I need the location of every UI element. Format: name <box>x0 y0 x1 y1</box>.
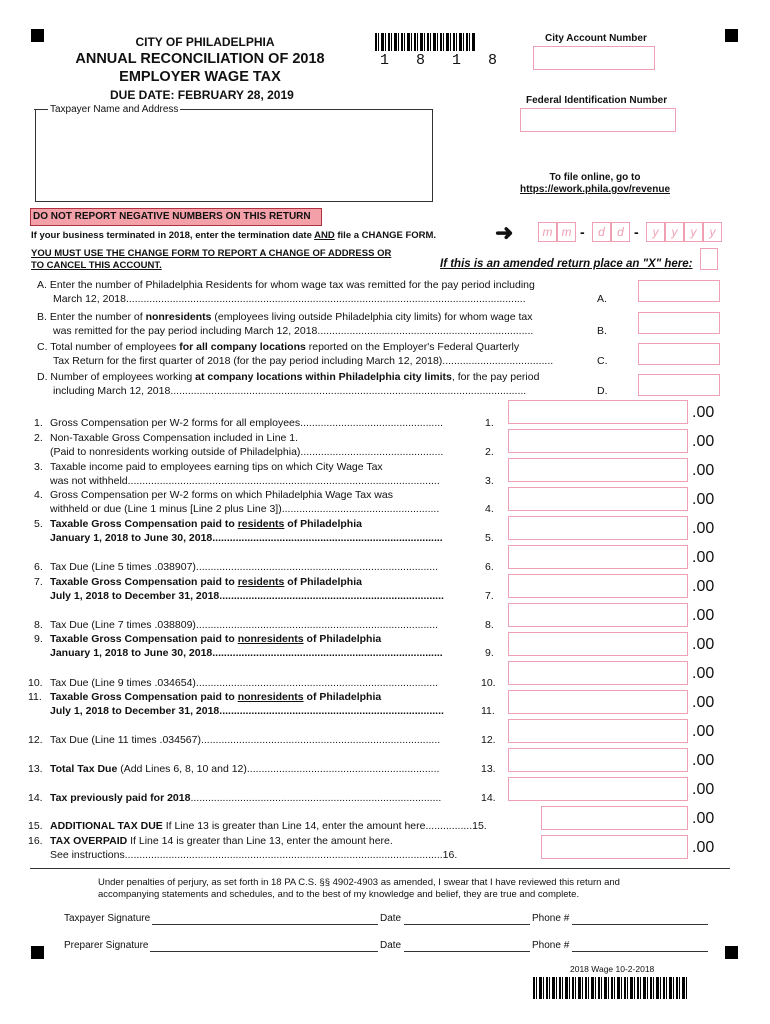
line-5-num: 5. <box>34 518 43 530</box>
federal-id-label: Federal Identification Number <box>526 95 668 106</box>
form-title-line2: EMPLOYER WAGE TAX <box>119 69 281 85</box>
termination-month-box-1[interactable] <box>538 222 557 242</box>
line-9-text-a: Taxable Gross Compensation paid to nonresidents of Philadelphia <box>50 633 382 645</box>
year-y4: y <box>709 225 716 239</box>
line-5-text-b-content: January 1, 2018 to June 30, 2018............................................................................... <box>50 532 443 544</box>
line-b-b: nonresidents <box>145 311 212 323</box>
line-15-rest: If Line 13 is greater than Line 14, enter the amount here................15. <box>162 820 487 832</box>
line-13-label: 13. <box>481 763 496 775</box>
line-9-nonresidents: nonresidents <box>237 633 304 645</box>
line-5-residents: residents <box>237 518 285 530</box>
line-16-num: 16. <box>28 835 43 847</box>
preparer-date-field[interactable] <box>404 951 530 952</box>
line-15-bold: ADDITIONAL TAX DUE <box>50 820 163 832</box>
line-15-cents: .00 <box>692 810 715 827</box>
taxpayer-signature-field[interactable] <box>152 924 378 925</box>
line-d-b: at company locations within Philadelphia city limits <box>195 371 452 383</box>
line-14-num: 14. <box>28 792 43 804</box>
line-7-cents: .00 <box>692 578 715 595</box>
line-6-text <box>50 560 474 574</box>
line-13-bold: Total Tax Due <box>50 763 118 775</box>
line-10-text <box>50 676 474 690</box>
line-13-cents: .00 <box>692 752 715 769</box>
termination-year-box-2[interactable] <box>665 222 684 242</box>
line-11-cents: .00 <box>692 694 715 711</box>
line-16-rest: If Line 14 is greater than Line 13, enter the amount here. <box>127 835 393 847</box>
line-4-label: 4. <box>485 503 494 515</box>
line-7-amount-field[interactable] <box>508 574 688 598</box>
city-account-label: City Account Number <box>545 33 647 44</box>
termination-year-box-1[interactable] <box>646 222 665 242</box>
preparer-phone-label: Phone # <box>532 940 570 951</box>
line-2-label: 2. <box>485 446 494 458</box>
line-8-label: 8. <box>485 619 494 631</box>
penalty-text-1: Under penalties of perjury, as set forth in 18 PA C.S. §§ 4902-4903 as amended, I swear that I have reviewed this return and <box>98 877 620 888</box>
line-9-text-b-content: January 1, 2018 to June 30, 2018............................................................................... <box>50 647 443 659</box>
line-14-bold: Tax previously paid for 2018 <box>50 792 191 804</box>
line-d-c: , for the pay period <box>451 371 540 383</box>
line-5-amount-field[interactable] <box>508 516 688 540</box>
line-11-label: 11. <box>481 705 495 717</box>
form-barcode-top <box>375 33 475 51</box>
preparer-signature-field[interactable] <box>150 951 378 952</box>
change-form-notice-2: TO CANCEL THIS ACCOUNT. <box>31 260 162 271</box>
line-c-a: C. Total number of employees <box>37 341 180 353</box>
line-2-text-a: Non-Taxable Gross Compensation included in Line 1. <box>50 432 299 444</box>
line-14-amount-field[interactable] <box>508 777 688 801</box>
line-13-amount-field[interactable] <box>508 748 688 772</box>
line-4-text-a: Gross Compensation per W-2 forms on which Philadelphia Wage Tax was <box>50 489 393 501</box>
line-c-field[interactable] <box>638 343 720 365</box>
line-6-label: 6. <box>485 561 494 573</box>
line-13-text: Total Tax Due (Add Lines 6, 8, 10 and 12).................................................................. <box>50 763 440 775</box>
file-online-link[interactable]: https://ework.phila.gov/revenue <box>519 184 671 195</box>
termination-notice-and: AND <box>314 230 335 241</box>
line-a-text-1: A. Enter the number of Philadelphia Residents for whom wage tax was remitted for the pay period including <box>37 279 535 291</box>
line-2-amount-field[interactable] <box>508 429 688 453</box>
form-barcode-bottom <box>533 977 688 999</box>
line-15-text <box>50 819 487 833</box>
line-11-nonresidents: nonresidents <box>237 691 304 703</box>
termination-year-box-3[interactable] <box>684 222 703 242</box>
line-2-num: 2. <box>34 432 43 444</box>
line-a-text-2 <box>53 292 608 306</box>
form-code: 1 8 1 8 <box>380 52 507 69</box>
line-5-text-b <box>50 531 474 545</box>
line-7-text-b-content: July 1, 2018 to December 31, 2018............................................................................. <box>50 590 444 602</box>
line-6-amount-field[interactable] <box>508 545 688 569</box>
date-dash-2: - <box>634 224 639 240</box>
line-c-text-2-content: Tax Return for the first quarter of 2018 (for the pay period including March 12, 2018)...................................... <box>53 355 554 367</box>
date-dash-1: - <box>580 224 585 240</box>
line-11-amount-field[interactable] <box>508 690 688 714</box>
line-c-text-2 <box>53 354 593 368</box>
arrow-right-icon: ➜ <box>495 220 514 245</box>
line-11-num: 11. <box>28 691 42 703</box>
taxpayer-name-address-box[interactable] <box>35 109 433 202</box>
line-1-num: 1. <box>34 417 43 429</box>
line-7-num: 7. <box>34 576 43 588</box>
line-2-cents: .00 <box>692 433 715 450</box>
line-5-label: 5. <box>485 532 494 544</box>
line-a-label: A. <box>597 293 607 305</box>
line-d-a: D. Number of employees working <box>37 371 196 383</box>
file-online-label: To file online, go to <box>549 172 641 183</box>
termination-year-box-4[interactable] <box>703 222 722 242</box>
line-13-num: 13. <box>28 763 43 775</box>
line-3-label: 3. <box>485 475 494 487</box>
line-a-field[interactable] <box>638 280 720 302</box>
line-11-text-a: Taxable Gross Compensation paid to nonresidents of Philadelphia <box>50 691 382 703</box>
line-8-num: 8. <box>34 619 43 631</box>
line-12-cents: .00 <box>692 723 715 740</box>
registration-mark-top-left <box>31 29 44 42</box>
change-form-notice-1: YOU MUST USE THE CHANGE FORM TO REPORT A CHANGE OF ADDRESS OR <box>31 248 392 259</box>
line-7-label: 7. <box>485 590 494 602</box>
line-c-c: reported on the Employer's Federal Quarterly <box>305 341 520 353</box>
line-d-text-2-content: including March 12, 2018.......................................................................................................................... <box>53 385 527 397</box>
taxpayer-name-label: Taxpayer Name and Address <box>50 104 179 115</box>
line-8-text <box>50 618 474 632</box>
line-10-label: 10. <box>481 677 496 689</box>
line-10-amount-field[interactable] <box>508 661 688 685</box>
due-date: DUE DATE: FEBRUARY 28, 2019 <box>110 88 294 102</box>
line-7-text-a: Taxable Gross Compensation paid to residents of Philadelphia <box>50 576 362 588</box>
line-b-text-2-content: was remitted for the pay period including March 12, 2018.......................................................................... <box>53 325 534 337</box>
line-8-cents: .00 <box>692 607 715 624</box>
year-y3: y <box>690 225 697 239</box>
city-account-number-field[interactable] <box>533 46 655 70</box>
line-12-amount-field[interactable] <box>508 719 688 743</box>
line-3-text-a: Taxable income paid to employees earning tips on which City Wage Tax <box>50 461 383 473</box>
form-version: 2018 Wage 10-2-2018 <box>570 964 655 974</box>
line-12-text-content: Tax Due (Line 11 times .034567).................................................................................. <box>50 734 441 746</box>
line-d-text-1 <box>37 370 539 384</box>
line-3-cents: .00 <box>692 462 715 479</box>
termination-notice <box>31 230 436 241</box>
line-d-field[interactable] <box>638 374 720 396</box>
line-8-text-content: Tax Due (Line 7 times .038809)................................................................................... <box>50 619 439 631</box>
line-1-text-content: Gross Compensation per W-2 forms for all employees................................................. <box>50 417 444 429</box>
registration-mark-bottom-right <box>725 946 738 959</box>
line-1-amount-field[interactable] <box>508 400 688 424</box>
line-4-text-b <box>50 502 474 516</box>
line-b-field[interactable] <box>638 312 720 334</box>
federal-id-field[interactable] <box>520 108 676 132</box>
line-2-text-b-content: (Paid to nonresidents working outside of Philadelphia)................................................. <box>50 446 444 458</box>
line-14-text: Tax previously paid for 2018...................................................................................... <box>50 792 442 804</box>
termination-day-box-1[interactable] <box>592 222 611 242</box>
line-16-cents: .00 <box>692 839 715 856</box>
line-9-amount-field[interactable] <box>508 632 688 656</box>
line-12-label: 12. <box>481 734 496 746</box>
line-16-text <box>50 834 393 848</box>
line-d-label: D. <box>597 385 608 397</box>
day-d2: d <box>617 225 624 239</box>
line-b-label: B. <box>597 325 607 337</box>
line-c-label: C. <box>597 355 608 367</box>
line-12-num: 12. <box>28 734 43 746</box>
line-4-cents: .00 <box>692 491 715 508</box>
taxpayer-date-field[interactable] <box>404 924 530 925</box>
preparer-signature-label: Preparer Signature <box>64 940 149 951</box>
line-9-num: 9. <box>34 633 43 645</box>
line-16-bold: TAX OVERPAID <box>50 835 128 847</box>
taxpayer-phone-label: Phone # <box>532 913 570 924</box>
line-10-cents: .00 <box>692 665 715 682</box>
line-2-text-b <box>50 445 474 459</box>
line-12-text <box>50 733 474 747</box>
termination-day-box-2[interactable] <box>611 222 630 242</box>
line-6-text-content: Tax Due (Line 5 times .038907)................................................................................... <box>50 561 439 573</box>
amended-return-checkbox[interactable] <box>700 248 718 270</box>
registration-mark-bottom-left <box>31 946 44 959</box>
line-3-text-b-content: was not withheld........................................................................................................... <box>50 475 440 487</box>
line-9-text-b <box>50 646 474 660</box>
taxpayer-date-label: Date <box>380 913 402 924</box>
preparer-phone-field[interactable] <box>572 951 708 952</box>
year-y1: y <box>652 225 659 239</box>
line-3-amount-field[interactable] <box>508 458 688 482</box>
line-4-text-b-content: withheld or due (Line 1 minus [Line 2 plus Line 3])...................................................... <box>50 503 440 515</box>
line-5-text-a: Taxable Gross Compensation paid to residents of Philadelphia <box>50 518 362 530</box>
line-b-a: B. Enter the number of <box>37 311 146 323</box>
line-11-text-b <box>50 704 474 718</box>
line-10-text-content: Tax Due (Line 9 times .034654)................................................................................... <box>50 677 439 689</box>
amended-return-label: If this is an amended return place an "X" here: <box>440 258 693 270</box>
line-11-text-b-content: July 1, 2018 to December 31, 2018............................................................................. <box>50 705 444 717</box>
line-3-text-b <box>50 474 474 488</box>
line-16-text-b: See instructions.............................................................................................................16. <box>50 849 458 861</box>
penalty-text-2: accompanying statements and schedules, and to the best of my knowledge and belief, they are true and complete. <box>98 889 580 900</box>
line-b-c: (employees living outside Philadelphia city limits) for whom wage tax <box>211 311 533 323</box>
line-1-label: 1. <box>485 417 494 429</box>
line-5-cents: .00 <box>692 520 715 537</box>
termination-month-box-2[interactable] <box>557 222 576 242</box>
line-1-cents: .00 <box>692 404 715 421</box>
preparer-date-label: Date <box>380 940 402 951</box>
line-8-amount-field[interactable] <box>508 603 688 627</box>
line-1-text <box>50 416 474 430</box>
line-9-label: 9. <box>485 647 494 659</box>
line-9-cents: .00 <box>692 636 715 653</box>
year-y2: y <box>671 225 678 239</box>
line-b-text-2 <box>53 324 593 338</box>
line-4-num: 4. <box>34 489 43 501</box>
registration-mark-top-right <box>725 29 738 42</box>
month-m1: m <box>542 225 553 239</box>
line-c-text-1 <box>37 340 519 354</box>
line-6-cents: .00 <box>692 549 715 566</box>
line-7-text-b <box>50 589 474 603</box>
termination-notice-part1: If your business terminated in 2018, enter the termination date <box>31 230 315 241</box>
line-3-num: 3. <box>34 461 43 473</box>
line-6-num: 6. <box>34 561 43 573</box>
city-name: CITY OF PHILADELPHIA <box>135 35 275 49</box>
day-d1: d <box>598 225 605 239</box>
taxpayer-phone-field[interactable] <box>572 924 708 925</box>
termination-notice-part2: file a CHANGE FORM. <box>334 230 437 241</box>
footer-divider <box>30 868 730 869</box>
line-b-text-1 <box>37 310 532 324</box>
month-m2: m <box>561 225 572 239</box>
line-14-cents: .00 <box>692 781 715 798</box>
line-c-b: for all company locations <box>179 341 306 353</box>
no-negative-notice: DO NOT REPORT NEGATIVE NUMBERS ON THIS RETURN <box>30 208 322 226</box>
line-a-text-2-content: March 12, 2018......................................................................................................................................... <box>53 293 526 305</box>
line-15-num: 15. <box>28 820 43 832</box>
line-d-text-2 <box>53 384 593 398</box>
line-4-amount-field[interactable] <box>508 487 688 511</box>
taxpayer-signature-label: Taxpayer Signature <box>64 913 151 924</box>
line-10-num: 10. <box>28 677 43 689</box>
form-title-line1: ANNUAL RECONCILIATION OF 2018 <box>75 51 325 67</box>
line-15-amount-field[interactable] <box>541 806 688 830</box>
line-14-label: 14. <box>481 792 496 804</box>
line-7-residents: residents <box>237 576 285 588</box>
line-16-amount-field[interactable] <box>541 835 688 859</box>
